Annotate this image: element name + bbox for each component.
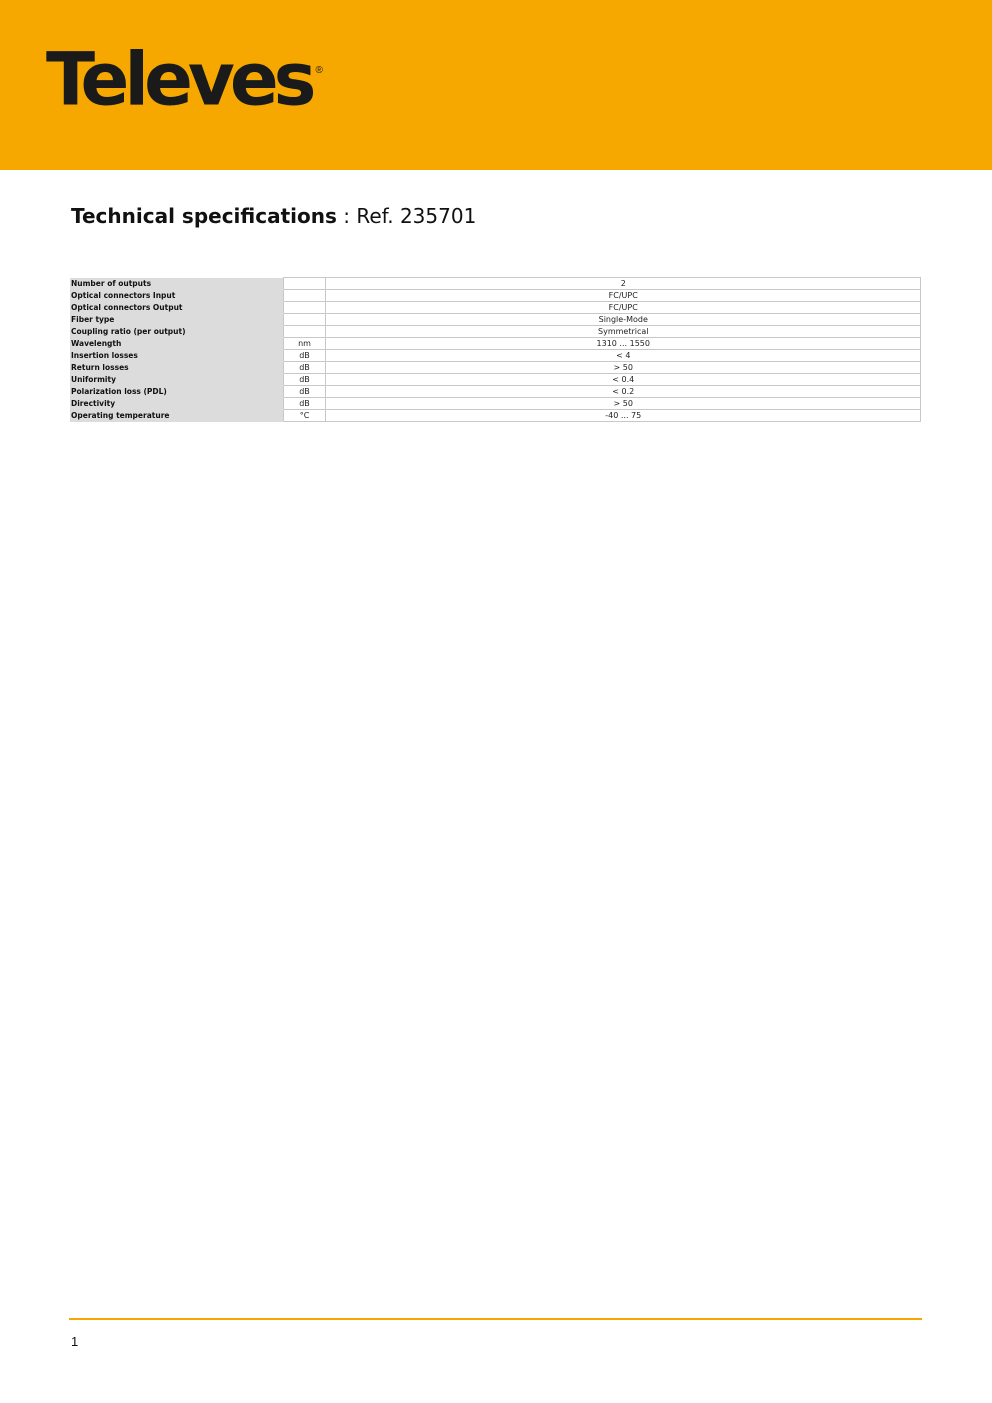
table-row (70, 386, 921, 398)
televes-logo (46, 34, 323, 124)
spec-value: < 0.4 (325, 374, 921, 386)
spec-label: Insertion losses (70, 350, 283, 362)
table-row (70, 338, 921, 350)
table-row (70, 410, 921, 422)
spec-value: 1310 ... 1550 (325, 338, 921, 350)
spec-label: Wavelength (70, 338, 283, 350)
spec-unit (283, 326, 325, 338)
spec-label: Polarization loss (PDL) (70, 386, 283, 398)
table-row (70, 398, 921, 410)
spec-value: > 50 (325, 362, 921, 374)
logo-wordmark: Televes (46, 36, 312, 122)
spec-unit (283, 278, 325, 290)
registered-mark: ® (315, 65, 323, 76)
title-heading: Technical specifications (71, 204, 337, 228)
spec-unit: dB (283, 362, 325, 374)
spec-label: Coupling ratio (per output) (70, 326, 283, 338)
spec-label: Return losses (70, 362, 283, 374)
table-row (70, 314, 921, 326)
spec-unit: dB (283, 350, 325, 362)
table-row (70, 326, 921, 338)
spec-unit (283, 314, 325, 326)
spec-value: Single-Mode (325, 314, 921, 326)
spec-value: < 4 (325, 350, 921, 362)
title-reference: Ref. 235701 (356, 204, 477, 228)
spec-unit: nm (283, 338, 325, 350)
header-band (0, 0, 992, 170)
spec-label: Uniformity (70, 374, 283, 386)
spec-value: FC/UPC (325, 302, 921, 314)
spec-value: -40 ... 75 (325, 410, 921, 422)
page-number: 1 (71, 1334, 79, 1349)
spec-unit: °C (283, 410, 325, 422)
spec-value: 2 (325, 278, 921, 290)
table-row (70, 350, 921, 362)
page-title (71, 201, 476, 231)
table-row (70, 278, 921, 290)
spec-unit: dB (283, 398, 325, 410)
spec-label: Number of outputs (70, 278, 283, 290)
spec-unit (283, 302, 325, 314)
spec-label: Fiber type (70, 314, 283, 326)
specifications-table (70, 277, 921, 422)
table-row (70, 362, 921, 374)
spec-label: Optical connectors Input (70, 290, 283, 302)
spec-label: Directivity (70, 398, 283, 410)
spec-value: > 50 (325, 398, 921, 410)
spec-value: FC/UPC (325, 290, 921, 302)
spec-value: Symmetrical (325, 326, 921, 338)
spec-label: Operating temperature (70, 410, 283, 422)
spec-unit: dB (283, 374, 325, 386)
spec-unit (283, 290, 325, 302)
spec-label: Optical connectors Output (70, 302, 283, 314)
table-row (70, 374, 921, 386)
spec-value: < 0.2 (325, 386, 921, 398)
spec-unit: dB (283, 386, 325, 398)
footer-divider (69, 1318, 922, 1320)
table-row (70, 302, 921, 314)
title-separator: : (336, 204, 357, 228)
table-row (70, 290, 921, 302)
